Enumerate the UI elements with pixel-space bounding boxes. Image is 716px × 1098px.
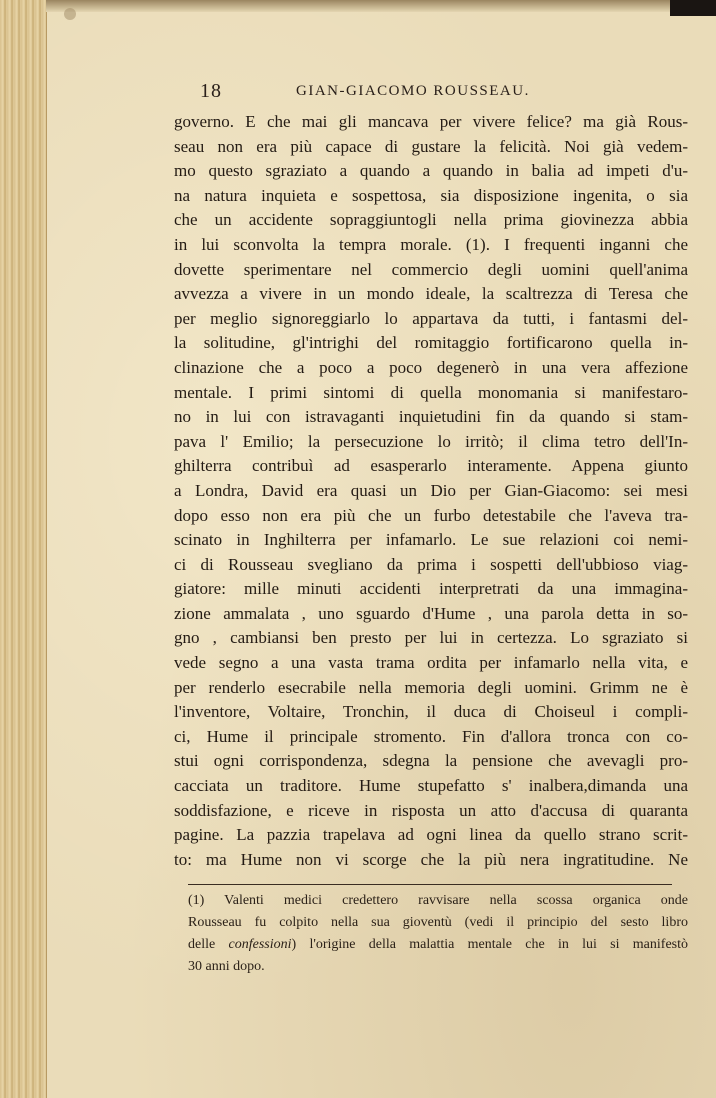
text-line: scinato in Inghilterra per infamarlo. Le sue relazioni coi nemi- xyxy=(174,530,688,550)
text-line: a Londra, David era quasi un Dio per Gian-Giacomo: sei mesi xyxy=(174,480,688,500)
page-number: 18 xyxy=(200,80,222,102)
text-line: na natura inquieta e sospettosa, sia disposizione ingenita, o sia xyxy=(174,185,688,205)
text-line: soddisfazione, e riceve in risposta un atto d'accusa di quaranta xyxy=(174,800,688,820)
text-line: no in lui con istravaganti inquietudini fin da quando si stam- xyxy=(174,407,688,427)
text-line: mo questo sgraziato a quando a quando in balia ad impeti d'u- xyxy=(174,161,688,181)
text-line: governo. E che mai gli mancava per vivere felice? ma già Rous- xyxy=(174,112,688,131)
text-line: dopo esso non era più che un furbo detestabile che l'aveva tra- xyxy=(174,505,688,525)
text-line: pava l' Emilio; la persecuzione lo irritò; il clima tetro dell'In- xyxy=(174,431,688,451)
text-line: la solitudine, gl'intrighi del romitaggio fortificarono quella in- xyxy=(174,333,688,353)
footnote xyxy=(188,890,688,978)
footnote-line: 30 anni dopo. xyxy=(188,959,265,974)
page-edges xyxy=(0,0,47,1098)
text-line: gno , cambiansi ben presto per lui in certezza. Lo sgraziato si xyxy=(174,628,688,648)
text-line: seau non era più capace di gustare la felicità. Noi già vedem- xyxy=(174,136,688,156)
text-line: l'inventore, Voltaire, Tronchin, il duca di Choiseul i compli- xyxy=(174,702,688,722)
text-line: avvezza a vivere in un mondo ideale, la scaltrezza di Teresa che xyxy=(174,284,688,304)
footnote-text: delle xyxy=(188,937,216,952)
text-line: cacciata un traditore. Hume stupefatto s' inalbera,dimanda una xyxy=(174,776,688,796)
body-text xyxy=(174,110,688,872)
text-line: per renderlo esecrabile nella memoria degli uomini. Grimm ne è xyxy=(174,677,688,697)
text-line: zione ammalata , uno sguardo d'Hume , una parola detta in so- xyxy=(174,603,688,623)
footnote-italic-title: confessioni xyxy=(228,937,292,952)
text-line: ci, Hume il principale stromento. Fin d'allora tronca con co- xyxy=(174,726,688,746)
scan-background-corner xyxy=(670,0,716,16)
page-header xyxy=(200,80,660,104)
footnote-line: Rousseau fu colpito nella sua gioventù (vedi il principio del sesto libro xyxy=(188,915,688,930)
text-line: ghilterra contribuì ad esasperarlo interamente. Appena giunto xyxy=(174,456,688,476)
text-line: to: ma Hume non vi scorge che la più nera ingratitudine. Ne xyxy=(174,849,688,869)
stain-mark xyxy=(64,8,76,20)
text-line: clinazione che a poco a poco degenerò in una vera affezione xyxy=(174,357,688,377)
footnote-line xyxy=(188,934,688,956)
text-line: vede segno a una vasta trama ordita per infamarlo nella vita, e xyxy=(174,653,688,673)
text-line: in lui sconvolta la tempra morale. (1). I frequenti inganni che xyxy=(174,234,688,254)
text-line: mentale. I primi sintomi di quella monomania si manifestaro- xyxy=(174,382,688,402)
running-title: GIAN-GIACOMO ROUSSEAU. xyxy=(296,83,530,99)
footnote-text: ) l'origine della malattia mentale che in lui si manifestò xyxy=(291,937,688,952)
top-shadow xyxy=(46,0,716,12)
text-line: dovette sperimentare nel commercio degli uomini quell'anima xyxy=(174,259,688,279)
text-line: per meglio signoreggiarlo lo appartava da tutti, i fantasmi del- xyxy=(174,308,688,328)
text-line: giatore: mille minuti accidenti interpretrati da una immagina- xyxy=(174,579,688,599)
footnote-rule xyxy=(188,884,672,885)
footnote-line: (1) Valenti medici credettero ravvisare nella scossa organica onde xyxy=(188,893,688,908)
text-line: pagine. La pazzia trapelava ad ogni linea da quello strano scrit- xyxy=(174,825,688,845)
text-line: ci di Rousseau svegliano da prima i sospetti dell'ubbioso viag- xyxy=(174,554,688,574)
text-line: che un accidente sopraggiuntogli nella prima giovinezza abbia xyxy=(174,210,688,230)
text-line: stui ogni corrispondenza, sdegna la pensione che avevagli pro- xyxy=(174,751,688,771)
